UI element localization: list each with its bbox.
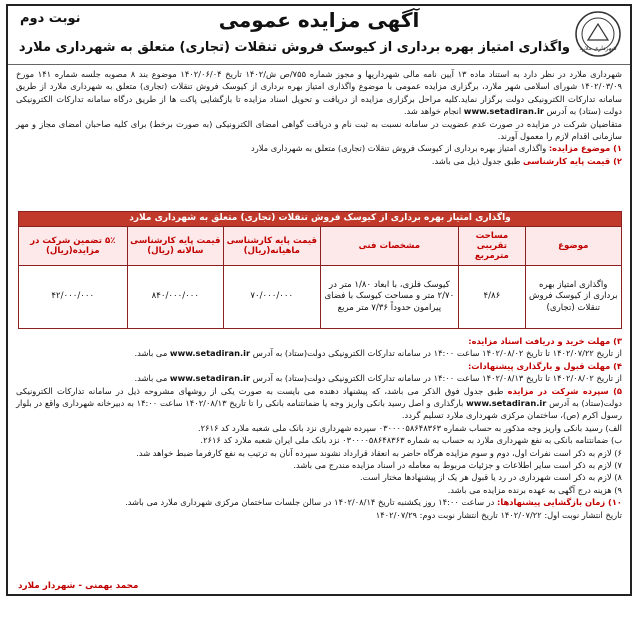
item-3: از تاریخ ۱۴۰۲/۰۷/۲۲ تا تاریخ ۱۴۰۲/۰۸/۰۲ ساعت ۱۴:۰۰ در سامانه تدارکات الکترونیکی دولت(ستاد) به آدرس www.setadiran.ir می باشد. xyxy=(134,348,622,359)
auction-notice xyxy=(6,4,632,596)
cell-subject: واگذاری امتیاز بهره برداری از کیوسک فروش تنقلات (تجاری) xyxy=(525,266,621,329)
item-10: ۱۰) زمان بازگشایی پیشنهادها: در ساعت ۱۴:۰۰ روز یکشنبه تاریخ ۱۴۰۲/۰۸/۱۴ در سالن جلسات ساختمان مرکزی شهرداری ملارد می باشد. xyxy=(125,497,622,508)
intro-section xyxy=(16,68,622,167)
signature: محمد بهمنی - شهردار ملارد xyxy=(18,581,139,591)
cell-guarantee: ۴۲/۰۰۰/۰۰۰ xyxy=(19,266,128,329)
item-7: ۷) لازم به ذکر است سایر اطلاعات و جزئیات مربوط به معامله در اسناد مزایده مندرج می باشد. xyxy=(293,460,622,471)
table-row xyxy=(19,266,622,329)
logo-text: شهرداری ملارد xyxy=(579,45,617,52)
round-label: نوبت دوم xyxy=(20,11,81,26)
setad-link[interactable]: www.setadiran.ir xyxy=(466,398,547,409)
item-2: ۲) قیمت پایه کارشناسی طبق جدول ذیل می باشد. xyxy=(431,155,622,166)
cell-specs: کیوسک فلزی، با ابعاد ۱/۸۰ متر در ۲/۷۰ متر و مساحت کیوسک با فضای پیرامون حدوداً ۷/۳۶ متر مربع xyxy=(320,266,459,329)
table-caption: واگذاری امتیاز بهره برداری از کیوسک فروش تنقلات (تجاری) متعلق به شهرداری ملارد xyxy=(19,212,622,227)
item-1: ۱) موضوع مزایده: واگذاری امتیاز بهره برداری از کیوسک فروش تنقلات (تجاری) متعلق به شهرداری ملارد xyxy=(251,143,622,154)
header-area: مساحت تقریبی مترمربع xyxy=(459,227,525,266)
header-yearly-price: قیمت پایه کارشناسی سالانه (ریال) xyxy=(127,227,223,266)
setad-link[interactable]: www.setadiran.ir xyxy=(169,348,251,359)
setad-link[interactable]: www.setadiran.ir xyxy=(463,106,545,117)
item-5-b: ب) ضمانتنامه بانکی به نفع شهرداری ملارد به حساب به شماره ۰۳۰۰۰۰۵۸۶۴۸۳۶۳ نزد بانک ملی ایران شعبه ملارد کد ۲۶۱۶. xyxy=(200,435,622,446)
publish-dates: تاریخ انتشار نوبت اول: ۱۴۰۲/۰۷/۲۲ تاریخ انتشار نوبت دوم: ۱۴۰۲/۰۷/۲۹ xyxy=(375,509,622,520)
cell-monthly-price: ۷۰/۰۰۰/۰۰۰ xyxy=(224,266,320,329)
notice-subtitle: واگذاری امتیاز بهره برداری از کیوسک فروش تنقلات (تجاری) متعلق به شهرداری ملارد xyxy=(18,40,570,55)
item-4-heading: ۴) مهلت قبول و بارگذاری پیشنهادات: xyxy=(467,360,622,371)
conditions-section xyxy=(16,335,622,521)
header-monthly-price: قیمت پایه کارشناسی ماهیانه(ریال) xyxy=(224,227,320,266)
cell-yearly-price: ۸۴۰/۰۰۰/۰۰۰ xyxy=(127,266,223,329)
page-title: آگهی مزایده عمومی xyxy=(218,8,420,32)
item-8: ۸) لازم به ذکر است شهرداری در رد یا قبول هر یک از پیشنهادها مختار است. xyxy=(360,472,622,483)
registration-paragraph: متقاضیان شرکت در مزایده در صورت عدم عضویت در سامانه نسبت به ثبت نام و دریافت گواهی امضای الکترونیکی (به صورت برخط) برای کلیه صاحبان امضای مجاز و مهر سازمانی اقدام لازم را معمول آورند. xyxy=(16,118,622,142)
item-6: ۶) لازم به ذکر است نفرات اول، دوم و سوم مزایده هرگاه حاضر به انعقاد قرارداد نشوند سپرده آنان به ترتیب به نفع کارفرما ضبط خواهد شد. xyxy=(136,447,622,458)
header-specs: مشخصات فنی xyxy=(320,227,459,266)
item-3-heading: ۳) مهلت خرید و دریافت اسناد مزایده: xyxy=(468,336,622,346)
setad-link[interactable]: www.setadiran.ir xyxy=(169,373,251,384)
table-header-row xyxy=(19,227,622,266)
header-guarantee: ۵٪ تضمین شرکت در مزایده(ریال) xyxy=(19,227,128,266)
item-4: از تاریخ ۱۴۰۲/۰۸/۰۲ تا تاریخ ۱۴۰۲/۰۸/۱۳ ساعت ۱۴:۰۰ در سامانه تدارکات الکترونیکی دولت(ستاد) به آدرس www.setadiran.ir می باشد. xyxy=(134,373,622,384)
notice-header xyxy=(8,6,630,65)
item-5: ۵) سپرده شرکت در مزایده طبق جدول فوق الذکر می باشد، که پیشنهاد دهنده می بایست به صورت یکی از روشهای مشروحه ذیل در سامانه تدارکات الکترونیکی دولت(ستاد) به آدرس www.setadiran.ir بارگذاری و اصل رسید بانکی واریز وجه یا ضمانتنامه بانکی را تا تاریخ ۱۴۰۲/۰۸/۱۳ ساعت ۱۴:۰۰ به دبیرخانه شهرداری واقع در بلوار رسول اکرم (ص)، ساختمان مرکزی شهرداری ملارد تسلیم گردد. xyxy=(16,385,622,421)
intro-paragraph: شهرداری ملارد در نظر دارد به استناد ماده ۱۳ آیین نامه مالی شهرداریها و مجوز شماره ۷۵۵/ص ش/۱۴۰۲ تاریخ ۱۴۰۲/۰۶/۰۴ موضوع بند ۸ مصوبه جلسه شماره ۱۴۱ مورخ ۱۴۰۲/۰۳/۰۹ شورای اسلامی شهر ملارد، برگزاری مزایده عمومی با موضوع واگذاری امتیاز بهره برداری از کیوسک فروش تنقلات (تجاری) متعلق به شهرداری ملارد از طریق سامانه تدارکات الکترونیکی دولت برگزار نماید.کلیه مراحل برگزاری مزایده از دریافت و تحویل اسناد مزایده تا بازگشایی پاکت ها از طریق درگاه سامانه تدارکات الکترونیکی دولت (ستاد) به آدرس www.setadiran.ir انجام خواهد شد. xyxy=(16,69,623,117)
item-5-a: الف) رسید بانکی واریز وجه مذکور به حساب شماره ۰۳۰۰۰۰۵۸۶۴۸۳۶۳ سپرده شهرداری نزد بانک ملی شعبه ملارد کد ۲۶۱۶. xyxy=(197,422,622,433)
auction-table xyxy=(18,211,622,329)
cell-area: ۴/۸۶ xyxy=(459,266,525,329)
header-subject: موضوع xyxy=(525,227,621,266)
item-9: ۹) هزینه درج آگهی به عهده برنده مزایده می باشد. xyxy=(447,484,622,495)
